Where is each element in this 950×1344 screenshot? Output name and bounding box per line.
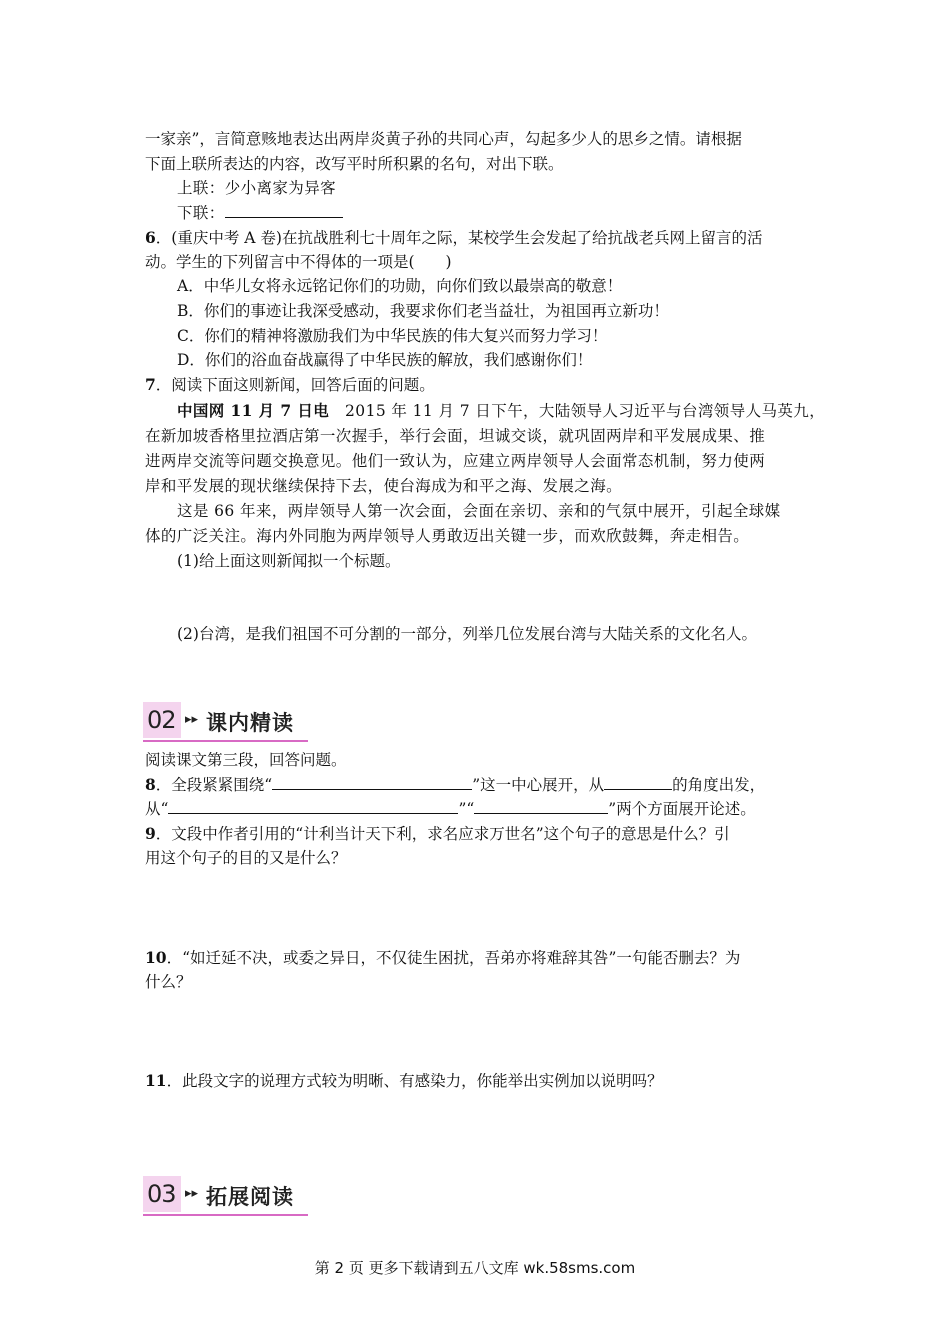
section-underline	[143, 740, 308, 742]
q6-stem-text-1: ．(重庆中考 A 卷)在抗战胜利七十周年之际，某校学生会发起了给抗战老兵网上留言的活	[155, 229, 763, 247]
section-number-badge	[143, 702, 181, 738]
section-number: 02	[147, 706, 176, 734]
q8-text-b: ”这一中心展开，从	[472, 776, 605, 794]
section-header-02	[143, 702, 308, 742]
q7-news-line-3: 进两岸交流等问题交换意见。他们一致认为，应建立两岸领导人会面常态机制，努力使两	[145, 452, 766, 470]
q10-line-1	[145, 946, 815, 970]
q9-line-1	[145, 822, 815, 846]
q9-line-2: 用这个句子的目的又是什么？	[145, 849, 347, 867]
q7-number: 7	[145, 375, 156, 394]
q11-number: 11	[145, 1071, 167, 1090]
q7-subquestion-1: (1)给上面这则新闻拟一个标题。	[177, 552, 401, 570]
q7-news-line-1	[177, 399, 847, 423]
q6-option-a: A．中华儿女将永远铭记你们的功勋，向你们致以最崇高的敬意！	[177, 277, 623, 295]
section-underline	[143, 1214, 308, 1216]
q6-option-c: C．你们的精神将激励我们为中华民族的伟大复兴而努力学习！	[177, 327, 608, 345]
q7-news-line-5: 这是 66 年来，两岸领导人第一次会面，会面在亲切、亲和的气氛中展开，引起全球媒	[177, 502, 781, 520]
q5-lower-label: 下联：	[177, 204, 225, 222]
q8-text-f: ”两个方面展开论述。	[608, 800, 756, 818]
q5-text-line-1: 一家亲”，言简意赅地表达出两岸炎黄子孙的共同心声，勾起多少人的思乡之情。请根据	[145, 130, 742, 148]
q7-subquestion-2: (2)台湾，是我们祖国不可分割的一部分，列举几位发展台湾与大陆关系的文化名人。	[177, 625, 757, 643]
section-header-03	[143, 1176, 308, 1216]
q7-intro: ．阅读下面这则新闻，回答后面的问题。	[155, 376, 435, 394]
page-footer: 第 2 页 更多下载请到五八文库 wk.58sms.com	[314, 1259, 636, 1277]
q7-stem	[145, 373, 815, 397]
q5-upper-couplet: 上联：少小离家为异客	[177, 179, 337, 197]
q11-line-1	[145, 1069, 815, 1093]
section-number-badge	[143, 1176, 181, 1212]
q8-blank-1[interactable]	[272, 774, 472, 790]
double-arrow-icon: ▸▸	[185, 712, 199, 727]
q6-option-b: B．你们的事迹让我深受感动，我要求你们老当益壮，为祖国再立新功！	[177, 302, 669, 320]
q7-news-line-6: 体的广泛关注。海内外同胞为两岸领导人勇敢迈出关键一步，而欢欣鼓舞，奔走相告。	[145, 527, 750, 545]
q8-blank-2[interactable]	[604, 774, 672, 790]
q8-blank-3[interactable]	[168, 798, 458, 814]
q10-text-1: ．“如迁延不决，或委之异日，不仅徒生困扰，吾弟亦将难辞其咎”一句能否删去？为	[166, 949, 741, 967]
q6-stem-line-1	[145, 226, 815, 250]
q8-text-e: ”“	[458, 800, 475, 818]
section-number: 03	[147, 1180, 176, 1208]
q11-text-1: ．此段文字的说理方式较为明晰、有感染力，你能举出实例加以说明吗？	[166, 1072, 663, 1090]
double-arrow-icon: ▸▸	[185, 1186, 199, 1201]
q7-news-line-2: 在新加坡香格里拉酒店第一次握手，举行会面，坦诚交谈，就巩固两岸和平发展成果、推	[145, 427, 766, 445]
q9-text-1: ．文段中作者引用的“计利当计天下利，求名应求万世名”这个句子的意思是什么？引	[155, 825, 730, 843]
q7-news-line-4: 岸和平发展的现状继续保持下去，使台海成为和平之海、发展之海。	[145, 477, 623, 495]
q5-lower-couplet	[177, 201, 847, 225]
q6-option-d: D．你们的浴血奋战赢得了中华民族的解放，我们感谢你们！	[177, 351, 593, 369]
reading-intro: 阅读课文第三段，回答问题。	[145, 751, 347, 769]
q9-number: 9	[145, 824, 156, 843]
section-title: 课内精读	[206, 711, 294, 735]
q7-dateline: 中国网 11 月 7 日电	[177, 401, 330, 420]
q8-line-2	[145, 797, 815, 821]
q10-line-2: 什么？	[145, 973, 192, 991]
q10-number: 10	[145, 948, 167, 967]
q8-text-d: 从“	[145, 800, 169, 818]
q5-text-line-2: 下面上联所表达的内容，改写平时所积累的名句，对出下联。	[145, 155, 564, 173]
q8-text-c: 的角度出发，	[672, 776, 766, 794]
q8-number: 8	[145, 775, 156, 794]
q6-stem-line-2: 动。学生的下列留言中不得体的一项是( )	[145, 253, 452, 271]
q6-number: 6	[145, 228, 156, 247]
q8-line-1	[145, 773, 815, 797]
section-title: 拓展阅读	[206, 1185, 294, 1209]
q7-news-text-1: 2015 年 11 月 7 日下午，大陆领导人习近平与台湾领导人马英九，	[329, 402, 826, 420]
q8-blank-4[interactable]	[474, 798, 608, 814]
q5-answer-blank[interactable]	[225, 202, 343, 218]
q8-text-a: ．全段紧紧围绕“	[155, 776, 273, 794]
